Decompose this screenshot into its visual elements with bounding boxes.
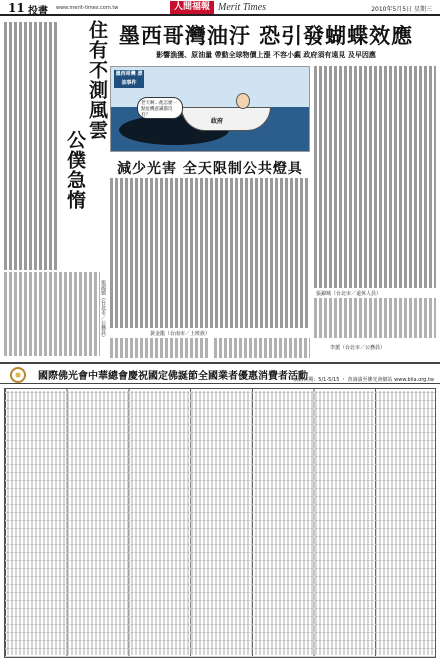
editorial-title-line2: 公僕急惰 xyxy=(64,130,86,210)
second-article-text xyxy=(110,178,310,328)
cartoon-tag: 墨西哥灣 漂油事件 xyxy=(115,71,143,86)
credit-2: 黃金龍（台南市／上班族） xyxy=(150,331,211,337)
editorial-title-line1: 住有不測風雲 xyxy=(86,20,108,140)
site-url[interactable]: www.merit-times.com.tw xyxy=(56,5,119,11)
second-headline: 減少光害 全天限制公共燈具 xyxy=(117,161,303,177)
main-subhead: 影響漁獲、原油量 帶動全球物價上漲 不容小覷 政府須有遠見 及早因應 xyxy=(156,51,376,59)
editorial-text-column-2 xyxy=(4,272,100,356)
editorial-text-column-1 xyxy=(4,22,58,270)
advertisement xyxy=(0,362,440,663)
paper-name-en: Merit Times xyxy=(218,2,267,13)
cartoon-boat xyxy=(181,107,271,131)
section-name: 投書 xyxy=(28,6,48,17)
ad-banner xyxy=(0,362,440,384)
ad-title: 國際佛光會中華總會慶祝國定佛誕節全國業者優惠消費者活動 xyxy=(38,371,308,382)
cartoon-speech-bubble: 老天啊…他怎麼一點危機意識都沒有？ xyxy=(137,97,183,119)
page-number: 11 xyxy=(8,1,25,15)
page-header xyxy=(0,0,440,16)
ad-subtitle: 活動日期：5/1-5/15 ・ 查詢請至佛光會網站 www.blia.org.tw xyxy=(293,377,434,383)
editorial-byline: 張鴻德（台北市／公務員） xyxy=(100,280,106,340)
second-article-text-lower xyxy=(110,338,210,358)
main-article-text-right xyxy=(314,66,436,288)
main-article-text-lower-right xyxy=(314,298,436,338)
cartoon-boat-label: 政府 xyxy=(211,118,224,125)
issue-date: 2010年5月5日 星期三 xyxy=(371,6,432,13)
credit-3: 李蕙（台北市／公務員） xyxy=(330,345,386,351)
blia-emblem-icon xyxy=(10,367,26,383)
paper-logo: 人間福報 xyxy=(170,1,214,14)
credit-1: 張錦城（台北市／退休人員） xyxy=(316,291,382,297)
ad-merchant-table xyxy=(4,388,436,658)
ad-merchant-cells xyxy=(7,391,433,655)
editorial-cartoon xyxy=(110,66,310,152)
third-article-text xyxy=(214,338,310,358)
main-headline: 墨西哥灣油汙 恐引發蝴蝶效應 xyxy=(118,23,414,48)
cartoon-person xyxy=(236,93,250,109)
